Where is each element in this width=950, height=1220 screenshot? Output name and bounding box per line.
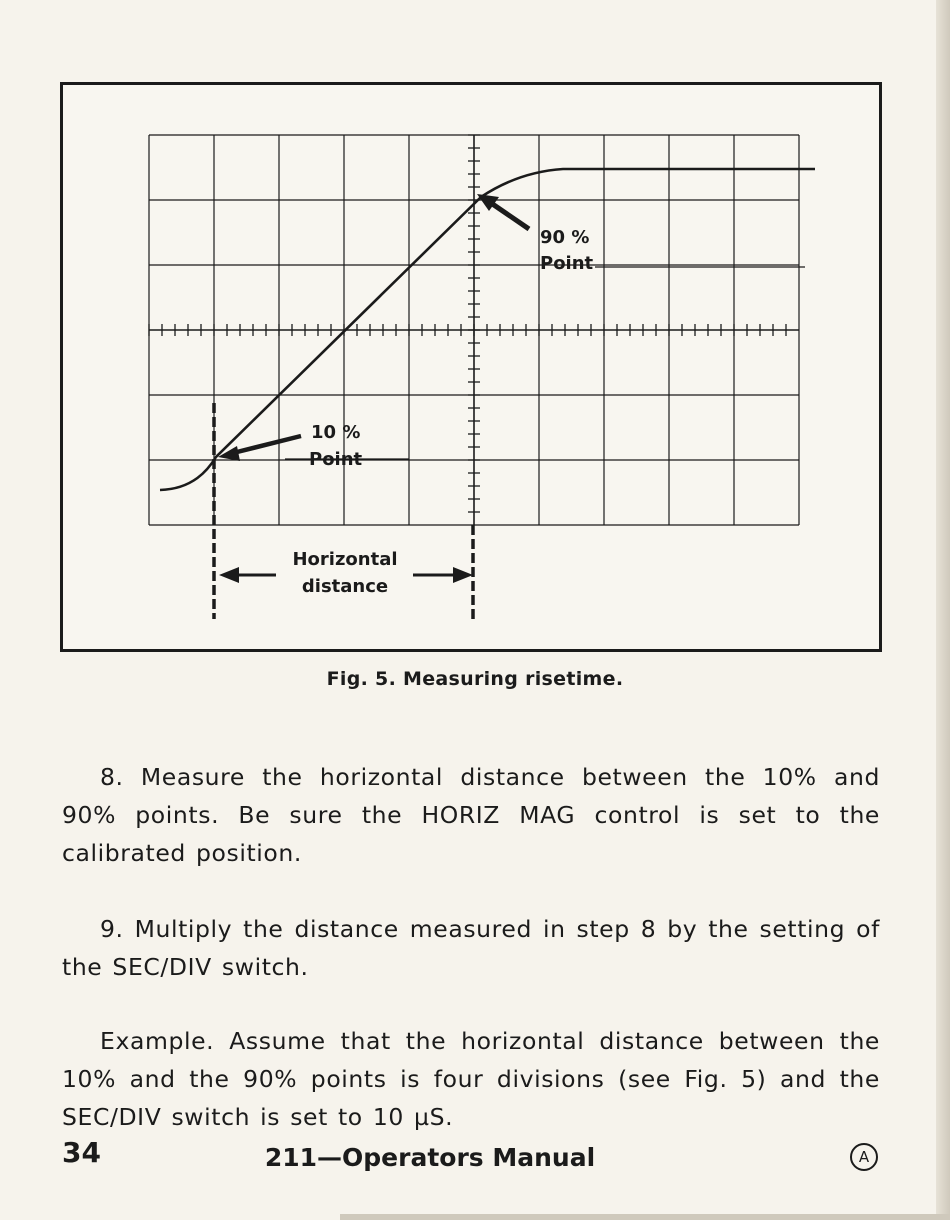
label-10-line1: 10 % — [311, 422, 361, 443]
label-90-line1: 90 % — [540, 227, 590, 248]
page-number: 34 — [62, 1136, 101, 1169]
revision-mark: A — [850, 1143, 878, 1171]
step-8-text: 8. Measure the horizontal distance between the 10% and 90% points. Be sure the HORIZ MAG control is set to the calibrated position. — [62, 763, 880, 867]
graticule-ticks — [149, 135, 786, 512]
ten-percent-arrow — [218, 436, 301, 461]
example-paragraph — [62, 1022, 880, 1136]
label-90-line2: Point — [540, 253, 594, 274]
risetime-figure — [60, 82, 882, 652]
figure-caption: Fig. 5. Measuring risetime. — [326, 668, 624, 690]
graticule-diagram — [63, 85, 879, 649]
page-edge — [936, 0, 950, 1220]
right-distance-arrow — [413, 567, 473, 583]
horizontal-distance-line1: Horizontal — [292, 549, 398, 570]
left-distance-arrow — [219, 567, 276, 583]
step-9-paragraph — [62, 910, 880, 986]
manual-title: 211—Operators Manual — [264, 1143, 596, 1172]
page-bottom-edge — [340, 1214, 950, 1220]
ninety-percent-arrow — [477, 194, 529, 229]
example-text: Example. Assume that the horizontal distance between the 10% and the 90% points is four divisions (see Fig. 5) and the SEC/DIV switch is set to 10 µS. — [62, 1027, 880, 1131]
label-10-line2: Point — [309, 449, 363, 470]
horizontal-distance-line2: distance — [301, 576, 389, 597]
step-8-paragraph — [62, 758, 880, 872]
step-9-text: 9. Multiply the distance measured in step 8 by the setting of the SEC/DIV switch. — [62, 915, 880, 981]
